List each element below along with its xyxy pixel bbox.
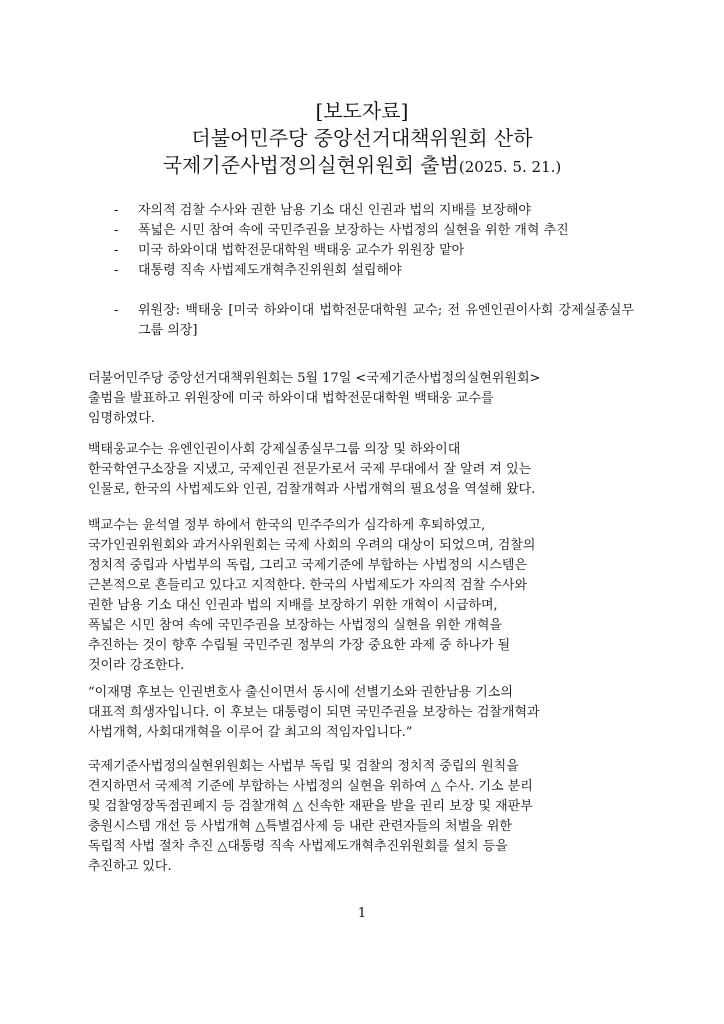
- paragraph-line: 대표적 희생자입니다. 이 후보는 대통령이 되면 국민주권을 보장하는 검찰개혁과: [88, 705, 540, 720]
- paragraph-line: 사법개혁, 사회대개혁을 이루어 갈 최고의 적임자입니다.”: [88, 725, 413, 740]
- body-paragraph-announcement: [88, 369, 636, 429]
- paragraph-line: 백교수는 윤석열 정부 하에서 한국의 민주주의가 심각하게 후퇴하였고,: [88, 518, 486, 533]
- paragraph-line: 권한 남용 기소 대신 인권과 법의 지배를 보장하기 위한 개혁이 시급하며,: [88, 598, 498, 613]
- bullet-text: 대통령 직속 사법제도개혁추진위원회 설립해야: [138, 263, 402, 278]
- paragraph-line: 백태웅교수는 유엔인권이사회 강제실종실무그룹 의장 및 하와이대: [88, 442, 461, 457]
- title-label: [보도자료]: [315, 99, 409, 123]
- paragraph-line: 충원시스템 개선 등 사법개혁 △특별검사제 등 내란 관련자들의 처벌을 위한: [88, 819, 512, 834]
- paragraph-line: 견지하면서 국제적 기준에 부합하는 사법정의 실현을 위하여 △ 수사. 기소 분리: [88, 779, 533, 794]
- page-number: 1: [357, 906, 367, 921]
- title-committee-name: 국제기준사법정의실현위원회 출범: [162, 153, 459, 177]
- paragraph-line: 추진하는 것이 향후 수립될 국민주권 정부의 가장 중요한 과제 중 하나가 될: [88, 638, 511, 653]
- summary-bullet-item: [114, 241, 634, 261]
- body-paragraph-quote: [88, 683, 636, 743]
- paragraph-line: 한국학연구소장을 지냈고, 국제인권 전문가로서 국제 무대에서 잘 알려 져 있는: [88, 462, 532, 477]
- bullet-dash: -: [114, 303, 119, 318]
- bullet-dash: -: [114, 223, 119, 238]
- body-paragraph-agenda: [88, 757, 636, 877]
- title-date: (2025. 5. 21.): [458, 158, 562, 176]
- summary-bullet-item: [114, 261, 634, 281]
- title-main-line: [0, 152, 724, 181]
- paragraph-line: 국제기준사법정의실현위원회는 사법부 독립 및 검찰의 정치적 중립의 원칙을: [88, 759, 519, 774]
- paragraph-line: 국가인권위원회와 과거사위원회는 국제 사회의 우려의 대상이 되었으며, 검찰의: [88, 538, 536, 553]
- press-release-title: [0, 98, 724, 181]
- paragraph-line: 독립적 사법 절차 추진 △대통령 직속 사법제도개혁추진위원회를 설치 등을: [88, 839, 508, 854]
- summary-bullet-item: [114, 221, 634, 241]
- paragraph-line: 더불어민주당 중앙선거대책위원회는 5월 17일 <국제기준사법정의실현위원회>: [88, 371, 541, 386]
- bullet-dash: -: [114, 203, 119, 218]
- paragraph-line: 임명하였다.: [88, 411, 155, 426]
- summary-bullet-item: [114, 301, 634, 341]
- bullet-dash: -: [114, 243, 119, 258]
- paragraph-line: 정치적 중립과 사법부의 독립, 그리고 국제기준에 부합하는 사법정의 시스템은: [88, 558, 528, 573]
- paragraph-line: 출범을 발표하고 위원장에 미국 하와이대 법학전문대학원 백태웅 교수를: [88, 391, 494, 406]
- summary-bullet-list: [114, 201, 634, 341]
- paragraph-line: 폭넓은 시민 참여 속에 국민주권을 보장하는 사법정의 실현을 위한 개혁을: [88, 618, 502, 633]
- bullet-dash: -: [114, 263, 119, 278]
- bullet-text: 위원장: 백태웅 [미국 하와이대 법학전문대학원 교수; 전 유엔인권이사회 강제실종실무그룹 의장]: [138, 303, 634, 338]
- body-paragraph-profile: [88, 440, 636, 500]
- paragraph-line: 인물로, 한국의 사법제도와 인권, 검찰개혁과 사법개혁의 필요성을 역설해 왔다.: [88, 482, 536, 497]
- bullet-text: 미국 하와이대 법학전문대학원 백태웅 교수가 위원장 맡아: [138, 243, 465, 258]
- paragraph-line: 및 검찰영장독점권폐지 등 검찰개혁 △ 신속한 재판을 받을 권리 보장 및 재판부: [88, 799, 533, 814]
- paragraph-line: 것이라 강조한다.: [88, 658, 185, 673]
- summary-bullet-item: [114, 201, 634, 221]
- body-paragraph-diagnosis: [88, 516, 636, 676]
- bullet-text: 폭넓은 시민 참여 속에 국민주권을 보장하는 사법정의 실현을 위한 개혁 추진: [138, 223, 569, 238]
- paragraph-line: 근본적으로 흔들리고 있다고 지적한다. 한국의 사법제도가 자의적 검찰 수사와: [88, 578, 528, 593]
- paragraph-line: 추진하고 있다.: [88, 859, 172, 874]
- paragraph-line: “이재명 후보는 인권변호사 출신이면서 동시에 선별기소와 권한남용 기소의: [88, 685, 513, 700]
- title-subheading: 더불어민주당 중앙선거대책위원회 산하: [191, 126, 533, 150]
- bullet-text: 자의적 검찰 수사와 권한 남용 기소 대신 인권과 법의 지배를 보장해야: [138, 203, 531, 218]
